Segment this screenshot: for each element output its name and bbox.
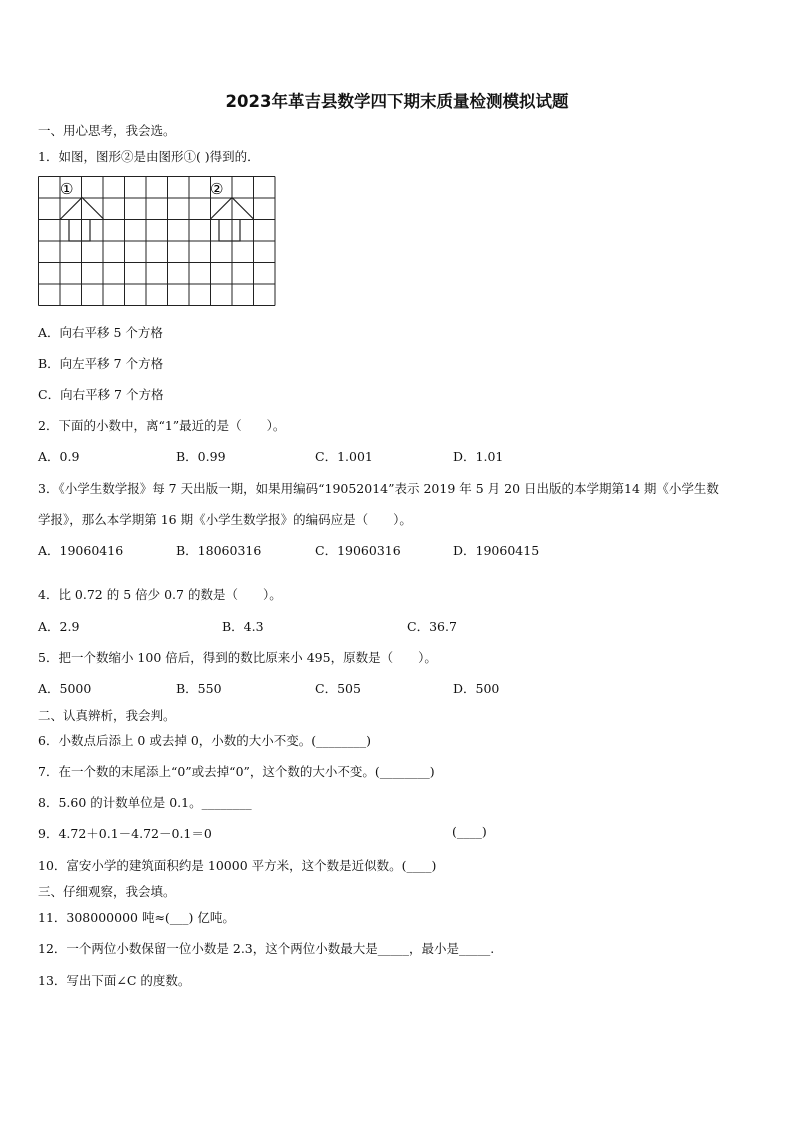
question-8: 8．5.60 的计数单位是 0.1。________ (38, 795, 252, 810)
figure-label-2: ② (210, 180, 224, 198)
question-12: 12．一个两位小数保留一位小数是 2.3，这个两位小数最大是_____，最小是_____. (38, 941, 495, 956)
q3-option-d: D．19060415 (453, 543, 540, 558)
q1-option-a: A．向右平移 5 个方格 (38, 325, 163, 340)
q4-option-b: B．4.3 (222, 619, 264, 634)
section-3-heading: 三、仔细观察，我会填。 (38, 884, 176, 899)
question-4: 4．比 0.72 的 5 倍少 0.7 的数是（ ）。 (38, 587, 282, 602)
question-5: 5．把一个数缩小 100 倍后，得到的数比原来小 495，原数是（ ）。 (38, 650, 437, 665)
q1-option-b: B．向左平移 7 个方格 (38, 356, 164, 371)
page-title: 2023年革吉县数学四下期末质量检测模拟试题 (225, 92, 569, 111)
question-3-line-2: 学报》，那么本学期第 16 期《小学生数学报》的编码应是（ ）。 (38, 512, 412, 527)
q2-option-d: D．1.01 (453, 449, 504, 464)
question-1: 1．如图，图形②是由图形①( )得到的． (38, 149, 260, 164)
q3-option-a: A．19060416 (38, 543, 124, 558)
q4-option-a: A．2.9 (38, 619, 80, 634)
q2-option-c: C．1.001 (315, 449, 373, 464)
q1-option-c: C．向右平移 7 个方格 (38, 387, 164, 402)
question-2: 2．下面的小数中，离“1”最近的是（ ）。 (38, 418, 286, 433)
question-11: 11．308000000 吨≈(___) 亿吨。 (38, 910, 235, 925)
section-2-heading: 二、认真辨析，我会判。 (38, 708, 176, 723)
translation-grid-figure (38, 176, 276, 307)
section-1-heading: 一、用心思考，我会选。 (38, 123, 176, 138)
question-9-answer-blank: (____) (452, 824, 487, 839)
question-13: 13．写出下面∠C 的度数。 (38, 973, 191, 988)
q4-option-c: C．36.7 (407, 619, 457, 634)
q2-option-b: B．0.99 (176, 449, 226, 464)
question-9: 9．4.72＋0.1－4.72－0.1＝0 (38, 826, 212, 841)
q5-option-a: A．5000 (38, 681, 92, 696)
question-6: 6．小数点后添上 0 或去掉 0，小数的大小不变。(________) (38, 733, 372, 748)
q5-option-d: D．500 (453, 681, 500, 696)
q3-option-c: C．19060316 (315, 543, 401, 558)
q5-option-c: C．505 (315, 681, 361, 696)
q5-option-b: B．550 (176, 681, 222, 696)
figure-label-1: ① (60, 180, 74, 198)
question-7: 7．在一个数的末尾添上“0”或去掉“0”，这个数的大小不变。(________) (38, 764, 435, 779)
question-10: 10．富安小学的建筑面积约是 10000 平方米，这个数是近似数。(____) (38, 858, 437, 873)
q2-option-a: A．0.9 (38, 449, 80, 464)
question-3-line-1: 3．《小学生数学报》每 7 天出版一期，如果用编码“19052014”表示 2019 年 5 月 20 日出版的本学期第14 期《小学生数 (38, 481, 719, 496)
q3-option-b: B．18060316 (176, 543, 262, 558)
